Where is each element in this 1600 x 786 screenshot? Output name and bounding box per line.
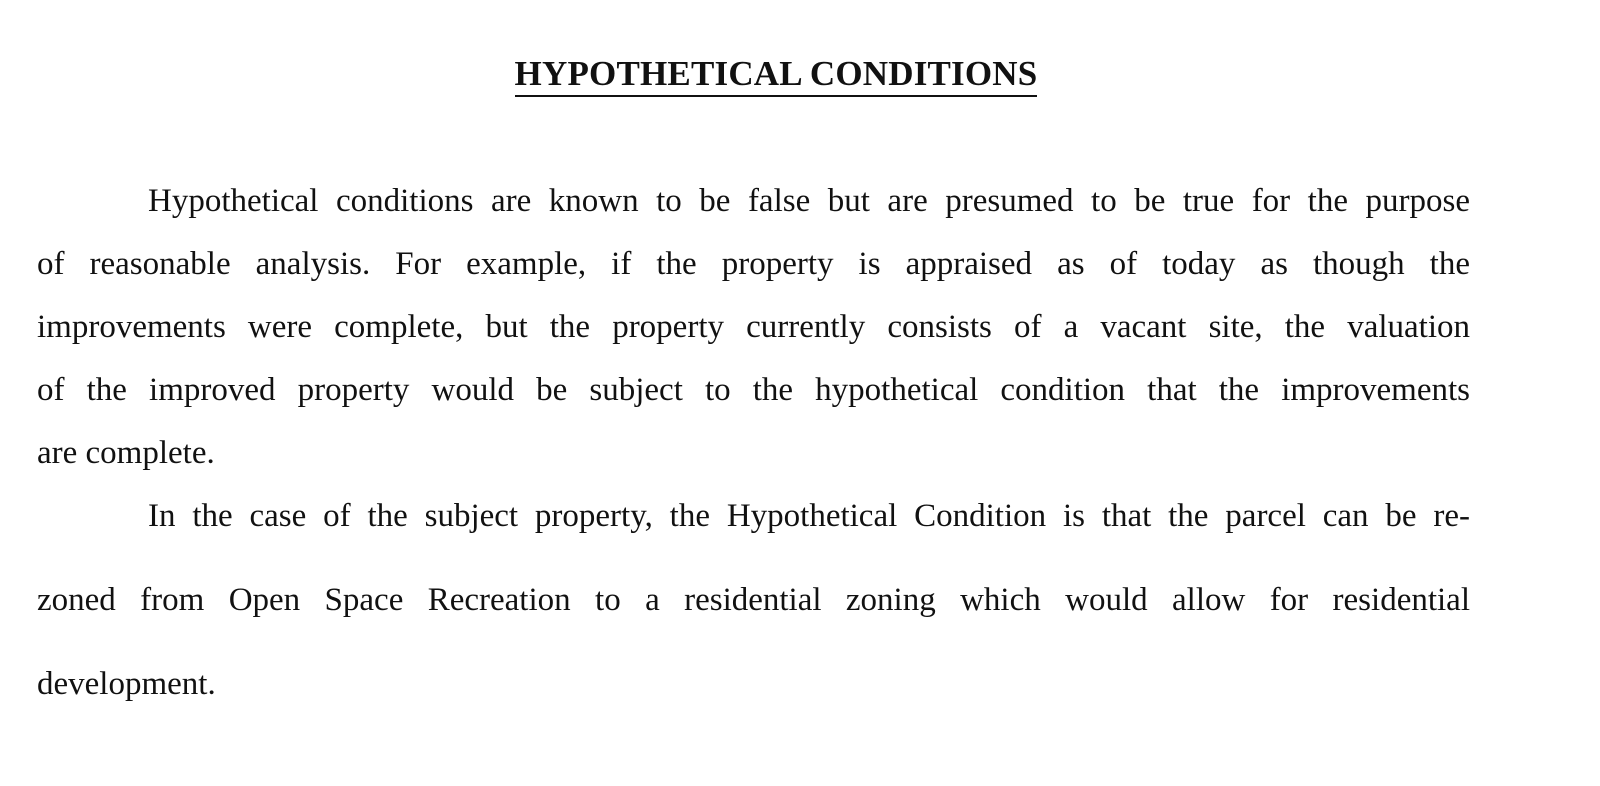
paragraph-line: are complete. <box>37 435 215 471</box>
paragraph-line: of reasonable analysis. For example, if the property is appraised as of today as though the <box>37 246 1470 282</box>
paragraph-line: Hypothetical conditions are known to be false but are presumed to be true for the purpose <box>148 183 1470 219</box>
paragraph-line: zoned from Open Space Recreation to a residential zoning which would allow for residential <box>37 582 1470 618</box>
section-heading-text: HYPOTHETICAL CONDITIONS <box>515 54 1038 97</box>
paragraph-line: development. <box>37 666 216 702</box>
paragraph-line: of the improved property would be subject to the hypothetical condition that the improvements <box>37 372 1470 408</box>
paragraph-line: In the case of the subject property, the Hypothetical Condition is that the parcel can be re- <box>148 498 1470 534</box>
section-heading <box>0 50 1552 98</box>
paragraph-line: improvements were complete, but the property currently consists of a vacant site, the valuation <box>37 309 1470 345</box>
